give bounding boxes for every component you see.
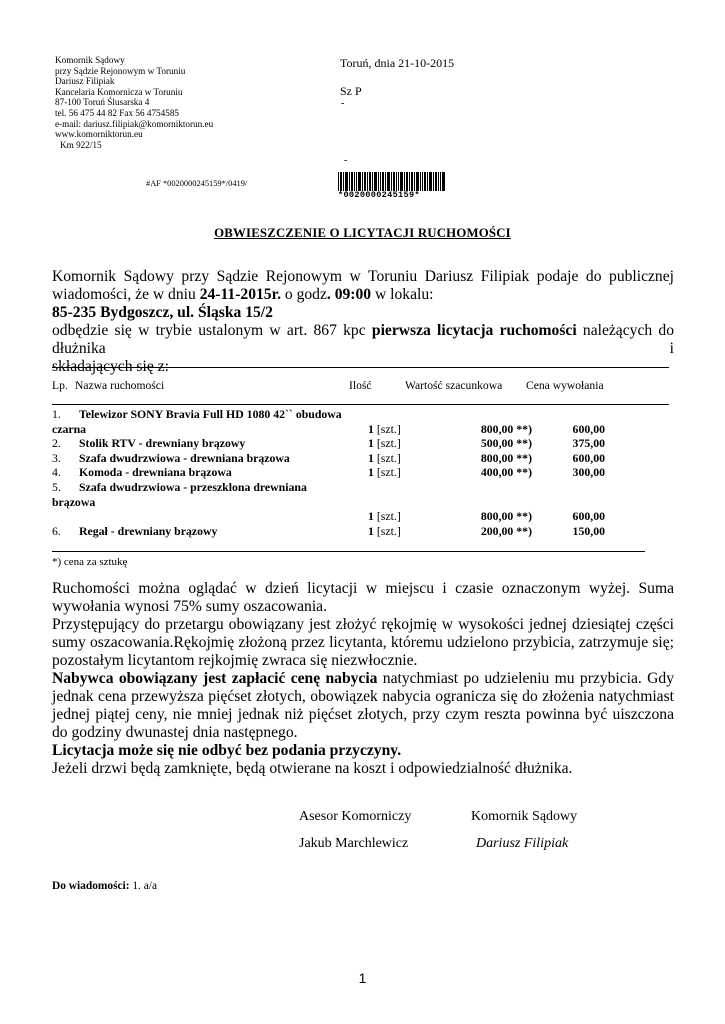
intro-line-2: wiadomości, że w dniu 24-11-2015r. o godz. 09:00 w lokalu: (52, 286, 434, 303)
table-row: 5. Szafa dwudrzwiowa - przeszklona drewniana (52, 479, 307, 494)
item-price: 375,00 (572, 436, 605, 451)
table-row: 1 [szt.] 800,00 **) 600,00 (368, 509, 605, 524)
signature-left-name: Jakub Marchlewicz (299, 836, 409, 851)
distribution-note: Do wiadomości: 1. a/a (52, 880, 158, 892)
col-header-name: Nazwa ruchomości (75, 379, 165, 392)
col-header-qty: Ilość (349, 379, 372, 392)
body-text (52, 580, 674, 778)
table-bottom-rule (52, 551, 645, 552)
item-value: 800,00 **) (480, 450, 532, 465)
item-name: Szafa dwudrzwiowa - przeszklona drewniana (79, 479, 307, 494)
paragraph-deposit: Przystępujący do przetargu obowiązany jest złożyć rękojmię w wysokości jednej dziesiątej części sumy oszacowania.Rękojmię złożoną przez licytanta, któremu udzielono przybicia, zatrzymuje się; pozostałym licytantom rejkojmię zwraca się niezwłocznie. (52, 616, 674, 669)
table-row: czarna 1 [szt.] 800,00 **) 600,00 (52, 421, 605, 436)
table-row: 2. Stolik RTV - drewniany brązowy 1 [szt.] 500,00 **) 375,00 (52, 436, 605, 451)
table-top-rule (52, 367, 669, 368)
document-date: Toruń, dnia 21-10-2015 (340, 56, 455, 70)
col-header-price: Cena wywołania (526, 379, 604, 392)
item-price: 600,00 (572, 509, 605, 524)
address-placeholder: - (341, 98, 345, 109)
item-value: 500,00 **) (480, 436, 532, 451)
table-row: 6. Regał - drewniany brązowy 1 [szt.] 200,00 **) 150,00 (52, 523, 605, 538)
col-header-lp: Lp. (52, 379, 68, 392)
item-value: 800,00 **) (480, 509, 532, 524)
page-number: 1 (358, 970, 367, 986)
item-name: Telewizor SONY Bravia Full HD 1080 42`` obudowa (79, 407, 342, 421)
signature-right-name: Dariusz Filipiak (476, 836, 569, 851)
header-email: e-mail: dariusz.filipiak@komorniktorun.eu (55, 118, 214, 129)
barcode-number: *0020000245159* (338, 191, 446, 200)
paragraph-cancel: Licytacja może się nie odbyć bez podania przyczyny. (52, 742, 402, 759)
item-value: 400,00 **) (480, 465, 532, 480)
item-price: 600,00 (572, 421, 605, 436)
table-row: 3. Szafa dwudrzwiowa - drewniana brązowa 1 [szt.] 800,00 **) 600,00 (52, 450, 605, 465)
signature-right-title: Komornik Sądowy (471, 809, 578, 824)
document-code: #AF *0020000245159*/0419/ (146, 179, 248, 188)
case-number: Km 922/15 (60, 139, 102, 150)
header-website: www.komorniktorun.eu (55, 129, 143, 140)
document-title: OBWIESZCZENIE O LICYTACJI RUCHOMOŚCI (214, 226, 511, 240)
header-line: Dariusz Filipiak (55, 76, 115, 87)
header-line: 87-100 Toruń Ślusarska 4 (55, 97, 150, 108)
footnote: *) cena za sztukę (52, 556, 128, 568)
header-phone: tel. 56 475 44 82 Fax 56 4754585 (55, 107, 180, 118)
auction-address: 85-235 Bydgoszcz, ul. Śląska 15/2 (52, 304, 273, 321)
col-header-value: Wartość szacunkowa (405, 379, 503, 392)
address-placeholder: - (344, 155, 348, 166)
paragraph-payment: Nabywca obowiązany jest zapłacić cenę nabycia natychmiast po udzieleniu mu przybicia. Gdy jednak cena przewyższa pięćset złotych, obowiązek nabycia ogranicza się do złożenia natychmiast jednej piątej ceny, nie mniej jednak niż pięćset złotych, przy czym reszta powinna być uiszczona do godziny dwunastej dnia następnego. (52, 670, 674, 741)
paragraph-doors: Jeżeli drzwi będą zamknięte, będą otwierane na koszt i odpowiedzialność dłużnika. (52, 760, 573, 777)
item-price: 600,00 (572, 450, 605, 465)
header-line: przy Sądzie Rejonowym w Toruniu (55, 65, 186, 76)
addressee: Sz P (340, 84, 362, 98)
signature-left-title: Asesor Komorniczy (299, 809, 412, 824)
item-name: Regał - drewniany brązowy (79, 523, 218, 538)
items-table (52, 407, 612, 538)
item-name: Komoda - drewniana brązowa (79, 465, 232, 480)
table-header-rule (52, 404, 669, 405)
item-price: 300,00 (572, 465, 605, 480)
intro-line-4: odbędzie się w trybie ustalonym w art. 867 kpc pierwsza licytacja ruchomości należących do dłużnika i (52, 322, 674, 357)
intro-line-5: składających się z: (52, 358, 169, 375)
item-name: Szafa dwudrzwiowa - drewniana brązowa (79, 450, 290, 465)
auction-time: . 09:00 (326, 286, 372, 303)
item-name: Stolik RTV - drewniany brązowy (79, 436, 246, 451)
paragraph-viewing: Ruchomości można oglądać w dzień licytacji w miejscu i czasie oznaczonym wyżej. Suma wywołania wynosi 75% sumy oszacowania. (52, 580, 674, 615)
auction-date: 24-11-2015r. (199, 286, 281, 303)
item-price: 150,00 (572, 523, 605, 538)
table-row: 1. Telewizor SONY Bravia Full HD 1080 42`` obudowa (52, 407, 342, 421)
table-row: brązowa (52, 494, 96, 509)
item-value: 200,00 **) (480, 523, 532, 538)
intro-line-1: Komornik Sądowy przy Sądzie Rejonowym w Toruniu Dariusz Filipiak podaje do publicznej (52, 268, 674, 285)
header-line: Kancelaria Komornicza w Toruniu (55, 86, 183, 97)
header-line: Komornik Sądowy (55, 55, 125, 65)
bailiff-header (55, 55, 213, 150)
table-row: 4. Komoda - drewniana brązowa 1 [szt.] 400,00 **) 300,00 (52, 465, 605, 480)
intro-paragraph (52, 268, 674, 376)
item-value: 800,00 **) (480, 421, 532, 436)
